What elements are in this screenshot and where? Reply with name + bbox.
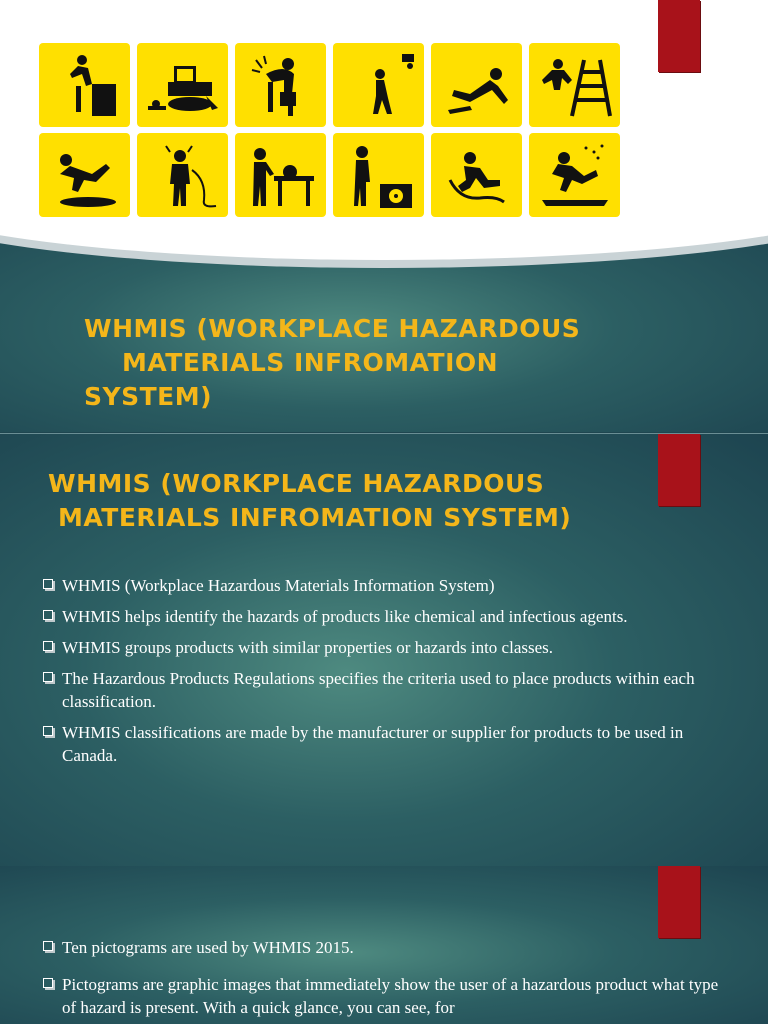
falling-object-icon: [333, 43, 424, 127]
square-bullet-icon: [43, 641, 53, 651]
list-item: [41, 667, 721, 713]
bullet-text: The Hazardous Products Regulations specifies the criteria used to place products within each classification.: [62, 669, 695, 711]
square-bullet-icon: [43, 726, 53, 736]
saw-cut-hazard-icon: [235, 133, 326, 217]
slide-3-bullet-list: [41, 936, 721, 1024]
slide-1-title: [84, 312, 580, 414]
bullet-text: Ten pictograms are used by WHMIS 2015.: [62, 938, 354, 957]
list-item: [41, 936, 721, 959]
fall-from-box-icon: [39, 43, 130, 127]
list-item: [41, 636, 721, 659]
square-bullet-icon: [43, 978, 53, 988]
list-item: [41, 574, 721, 597]
list-item: [41, 973, 721, 1019]
square-bullet-icon: [43, 941, 53, 951]
ladder-fall-icon: [529, 43, 620, 127]
slide-2-red-tab: [658, 434, 700, 506]
bullet-text: WHMIS classifications are made by the manufacturer or supplier for products to be used in Canada.: [62, 723, 684, 765]
list-item: [41, 605, 721, 628]
slide-1-red-tab: [658, 0, 700, 72]
square-bullet-icon: [43, 579, 53, 589]
slide-1-title-line-1: WHMIS (WORKPLACE HAZARDOUS: [84, 314, 581, 343]
entanglement-icon: [431, 133, 522, 217]
square-bullet-icon: [43, 672, 53, 682]
electric-shock-icon: [137, 133, 228, 217]
slide-1: [0, 0, 768, 432]
radioactive-barrel-icon: [333, 133, 424, 217]
slippery-floor-icon: [529, 133, 620, 217]
slip-on-spill-icon: [39, 133, 130, 217]
bullet-text: WHMIS groups products with similar properties or hazards into classes.: [62, 638, 554, 657]
bullet-text: WHMIS helps identify the hazards of products like chemical and infectious agents.: [62, 607, 628, 626]
hazard-icon-grid: [39, 43, 619, 219]
square-bullet-icon: [43, 610, 53, 620]
lifting-injury-icon: [235, 43, 326, 127]
list-item: [41, 721, 721, 767]
slide-1-title-line-2: MATERIALS INFROMATION: [122, 348, 499, 377]
bullet-text: Pictograms are graphic images that immediately show the user of a hazardous product what type of hazard is present. With a quick glance, you can see, for: [62, 975, 719, 1017]
bulldozer-accident-icon: [137, 43, 228, 127]
slide-3: [0, 866, 768, 1024]
bullet-text: WHMIS (Workplace Hazardous Materials Information System): [62, 576, 495, 595]
slide-2-title: [48, 467, 571, 535]
slide-1-title-line-3: SYSTEM): [84, 382, 213, 411]
slide-2-title-line-2: MATERIALS INFROMATION SYSTEM): [58, 503, 572, 532]
slide-2-bullet-list: [41, 574, 721, 775]
slide-2: [0, 433, 768, 866]
slide-3-red-tab: [658, 866, 700, 938]
trip-and-fall-icon: [431, 43, 522, 127]
slide-2-title-line-1: WHMIS (WORKPLACE HAZARDOUS: [48, 469, 545, 498]
